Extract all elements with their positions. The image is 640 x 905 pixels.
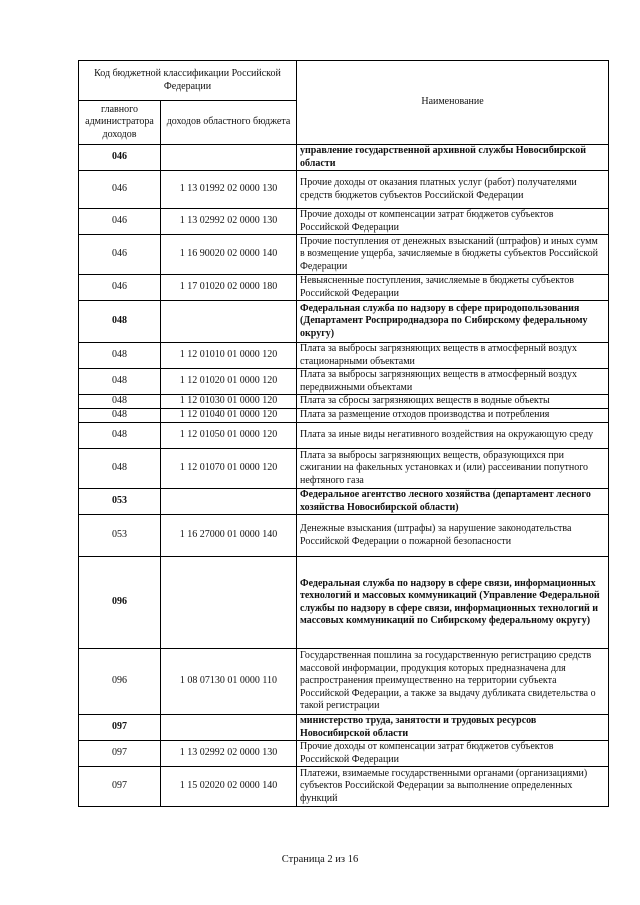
income-code-cell: 1 13 02992 02 0000 130 bbox=[161, 741, 297, 767]
admin-code-cell: 046 bbox=[79, 275, 161, 301]
table-row bbox=[79, 145, 609, 171]
name-cell: Федеральное агентство лесного хозяйства (департамент лесного хозяйства Новосибирской области) bbox=[297, 489, 609, 515]
name-cell: Плата за выбросы загрязняющих веществ в атмосферный воздух стационарными объектами bbox=[297, 343, 609, 369]
income-code-cell: 1 12 01030 01 0000 120 bbox=[161, 395, 297, 409]
income-code-cell bbox=[161, 715, 297, 741]
table-row bbox=[79, 515, 609, 557]
income-code-cell: 1 16 90020 02 0000 140 bbox=[161, 235, 297, 275]
income-code-cell: 1 13 02992 02 0000 130 bbox=[161, 209, 297, 235]
admin-code-cell: 048 bbox=[79, 395, 161, 409]
admin-code-cell: 048 bbox=[79, 449, 161, 489]
admin-code-cell: 048 bbox=[79, 301, 161, 343]
income-code-cell: 1 17 01020 02 0000 180 bbox=[161, 275, 297, 301]
name-cell: Прочие доходы от компенсации затрат бюджетов субъектов Российской Федерации bbox=[297, 741, 609, 767]
header-admin: главного администратора доходов bbox=[79, 101, 161, 145]
budget-classification-table bbox=[78, 60, 609, 807]
name-cell: управление государственной архивной службы Новосибирской области bbox=[297, 145, 609, 171]
table-row bbox=[79, 557, 609, 649]
table-row bbox=[79, 649, 609, 715]
table-row bbox=[79, 489, 609, 515]
name-cell: Денежные взыскания (штрафы) за нарушение законодательства Российской Федерации о пожарной безопасности bbox=[297, 515, 609, 557]
admin-code-cell: 096 bbox=[79, 649, 161, 715]
admin-code-cell: 046 bbox=[79, 235, 161, 275]
admin-code-cell: 046 bbox=[79, 145, 161, 171]
table-row bbox=[79, 409, 609, 423]
income-code-cell: 1 12 01020 01 0000 120 bbox=[161, 369, 297, 395]
name-cell: Плата за иные виды негативного воздействия на окружающую среду bbox=[297, 423, 609, 449]
admin-code-cell: 046 bbox=[79, 171, 161, 209]
name-cell: Государственная пошлина за государственную регистрацию средств массовой информации, продукция которых предназначена для распространения преимущественно на территории субъекта Российской Федерации, а также за выдачу дубликата свидетельства о такой регистрации bbox=[297, 649, 609, 715]
name-cell: Федеральная служба по надзору в сфере связи, информационных технологий и массовых коммуникаций (Управление Федеральной службы по надзору в сфере связи, информационных технологий и массовых коммуникаций по Сибирскому федеральному округу) bbox=[297, 557, 609, 649]
income-code-cell: 1 08 07130 01 0000 110 bbox=[161, 649, 297, 715]
income-code-cell: 1 15 02020 02 0000 140 bbox=[161, 767, 297, 807]
admin-code-cell: 097 bbox=[79, 767, 161, 807]
table-row bbox=[79, 423, 609, 449]
name-cell: Плата за выбросы загрязняющих веществ в атмосферный воздух передвижными объектами bbox=[297, 369, 609, 395]
header-name: Наименование bbox=[297, 61, 609, 145]
income-code-cell bbox=[161, 301, 297, 343]
table-row bbox=[79, 343, 609, 369]
name-cell: Прочие доходы от оказания платных услуг (работ) получателями средств бюджетов субъектов Российской Федерации bbox=[297, 171, 609, 209]
table-row bbox=[79, 235, 609, 275]
income-code-cell: 1 16 27000 01 0000 140 bbox=[161, 515, 297, 557]
admin-code-cell: 048 bbox=[79, 369, 161, 395]
table-row bbox=[79, 171, 609, 209]
income-code-cell bbox=[161, 145, 297, 171]
name-cell: Платежи, взимаемые государственными органами (организациями) субъектов Российской Федерации за выполнение определенных функций bbox=[297, 767, 609, 807]
admin-code-cell: 053 bbox=[79, 515, 161, 557]
income-code-cell: 1 12 01050 01 0000 120 bbox=[161, 423, 297, 449]
name-cell: министерство труда, занятости и трудовых ресурсов Новосибирской области bbox=[297, 715, 609, 741]
header-income: доходов областного бюджета bbox=[161, 101, 297, 145]
admin-code-cell: 097 bbox=[79, 741, 161, 767]
table-row bbox=[79, 301, 609, 343]
admin-code-cell: 046 bbox=[79, 209, 161, 235]
income-code-cell bbox=[161, 489, 297, 515]
table-row bbox=[79, 715, 609, 741]
admin-code-cell: 048 bbox=[79, 423, 161, 449]
admin-code-cell: 053 bbox=[79, 489, 161, 515]
name-cell: Невыясненные поступления, зачисляемые в бюджеты субъектов Российской Федерации bbox=[297, 275, 609, 301]
table-row bbox=[79, 369, 609, 395]
table-row bbox=[79, 209, 609, 235]
name-cell: Федеральная служба по надзору в сфере природопользования (Департамент Росприроднадзора по Сибирскому федеральному округу) bbox=[297, 301, 609, 343]
table-row bbox=[79, 395, 609, 409]
name-cell: Плата за сбросы загрязняющих веществ в водные объекты bbox=[297, 395, 609, 409]
page-number: Страница 2 из 16 bbox=[281, 854, 359, 865]
name-cell: Прочие доходы от компенсации затрат бюджетов субъектов Российской Федерации bbox=[297, 209, 609, 235]
income-code-cell: 1 12 01070 01 0000 120 bbox=[161, 449, 297, 489]
table-row bbox=[79, 741, 609, 767]
header-group-title: Код бюджетной классификации Российской Федерации bbox=[79, 61, 297, 101]
admin-code-cell: 048 bbox=[79, 409, 161, 423]
income-code-cell: 1 13 01992 02 0000 130 bbox=[161, 171, 297, 209]
income-code-cell: 1 12 01010 01 0000 120 bbox=[161, 343, 297, 369]
name-cell: Прочие поступления от денежных взысканий (штрафов) и иных сумм в возмещение ущерба, зачисляемые в бюджеты субъектов Российской Федерации bbox=[297, 235, 609, 275]
table-row bbox=[79, 767, 609, 807]
admin-code-cell: 096 bbox=[79, 557, 161, 649]
table-row bbox=[79, 275, 609, 301]
admin-code-cell: 048 bbox=[79, 343, 161, 369]
income-code-cell: 1 12 01040 01 0000 120 bbox=[161, 409, 297, 423]
admin-code-cell: 097 bbox=[79, 715, 161, 741]
name-cell: Плата за размещение отходов производства и потребления bbox=[297, 409, 609, 423]
income-code-cell bbox=[161, 557, 297, 649]
name-cell: Плата за выбросы загрязняющих веществ, образующихся при сжигании на факельных установках и (или) рассеивании попутного нефтяного газа bbox=[297, 449, 609, 489]
table-row bbox=[79, 449, 609, 489]
